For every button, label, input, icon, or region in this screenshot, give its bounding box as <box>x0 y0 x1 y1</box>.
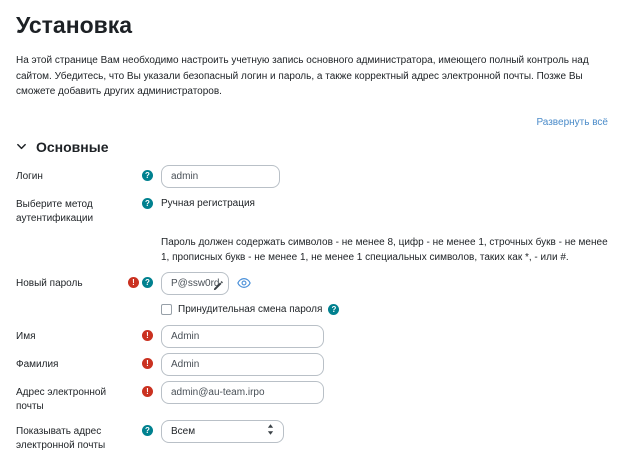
field-row-username <box>16 165 608 188</box>
password-policy-hint: Пароль должен содержать символов - не менее 8, цифр - не менее 1, строчных букв - не менее 1, прописных букв - не менее 1, не менее 1 специальных символов, таких как *, - или #. <box>161 236 608 263</box>
field-row-email <box>16 381 608 415</box>
force-password-change-row <box>161 304 608 315</box>
firstname-input[interactable] <box>161 325 324 348</box>
lastname-icons <box>126 353 161 369</box>
email-visibility-label: Показывать адрес электронной почты <box>16 425 106 451</box>
email-input[interactable] <box>161 381 324 404</box>
field-row-auth-method <box>16 193 608 227</box>
lastname-input[interactable] <box>161 353 324 376</box>
lastname-label: Фамилия <box>16 358 59 370</box>
help-icon[interactable]: ? <box>142 198 153 209</box>
field-row-email-visibility <box>16 420 608 454</box>
expand-all-link[interactable]: Развернуть всё <box>536 116 608 128</box>
auth-method-value: Ручная регистрация <box>161 197 255 209</box>
page-description: На этой странице Вам необходимо настроить учетную запись основного администратора, имеющего полный контроль над сайтом. Убедитесь, что Вы указали безопасный логин и пароль, а также корректный адрес электронной почты. Позже Вы сможете добавить других администраторов. <box>16 55 589 97</box>
username-icons <box>126 165 161 181</box>
field-row-new-password <box>16 272 608 295</box>
email-icons <box>126 381 161 397</box>
email-label: Адрес электронной почты <box>16 386 107 412</box>
eye-icon[interactable] <box>237 277 251 289</box>
section-header-general[interactable] <box>16 139 608 155</box>
help-icon[interactable]: ? <box>142 277 153 288</box>
page-title: Установка <box>16 12 133 38</box>
required-icon: ! <box>142 358 153 369</box>
force-password-change-checkbox[interactable] <box>161 304 172 315</box>
field-row-firstname <box>16 325 608 348</box>
field-row-lastname <box>16 353 608 376</box>
admin-account-form <box>16 165 608 454</box>
auth-method-label: Выберите метод аутентификации <box>16 198 94 224</box>
expand-all-row <box>16 117 608 128</box>
help-icon[interactable]: ? <box>142 170 153 181</box>
install-page <box>0 12 624 454</box>
force-password-change-label: Принудительная смена пароля <box>178 303 323 315</box>
required-icon: ! <box>142 386 153 397</box>
email-visibility-select[interactable] <box>161 420 284 443</box>
new-password-icons <box>126 272 161 288</box>
auth-method-icons <box>126 193 161 209</box>
required-icon: ! <box>128 277 139 288</box>
firstname-label: Имя <box>16 330 36 342</box>
email-visibility-icons <box>126 420 161 436</box>
help-icon[interactable]: ? <box>142 425 153 436</box>
firstname-icons <box>126 325 161 341</box>
email-visibility-selected-value: Всем <box>171 425 196 437</box>
username-label: Логин <box>16 170 43 182</box>
chevron-down-icon <box>16 141 27 152</box>
help-icon[interactable]: ? <box>328 304 339 315</box>
section-title: Основные <box>36 138 109 155</box>
required-icon: ! <box>142 330 153 341</box>
unfold-more-icon <box>267 424 274 438</box>
username-input[interactable] <box>161 165 280 188</box>
pencil-icon <box>213 278 223 296</box>
new-password-label: Новый пароль <box>16 277 83 289</box>
